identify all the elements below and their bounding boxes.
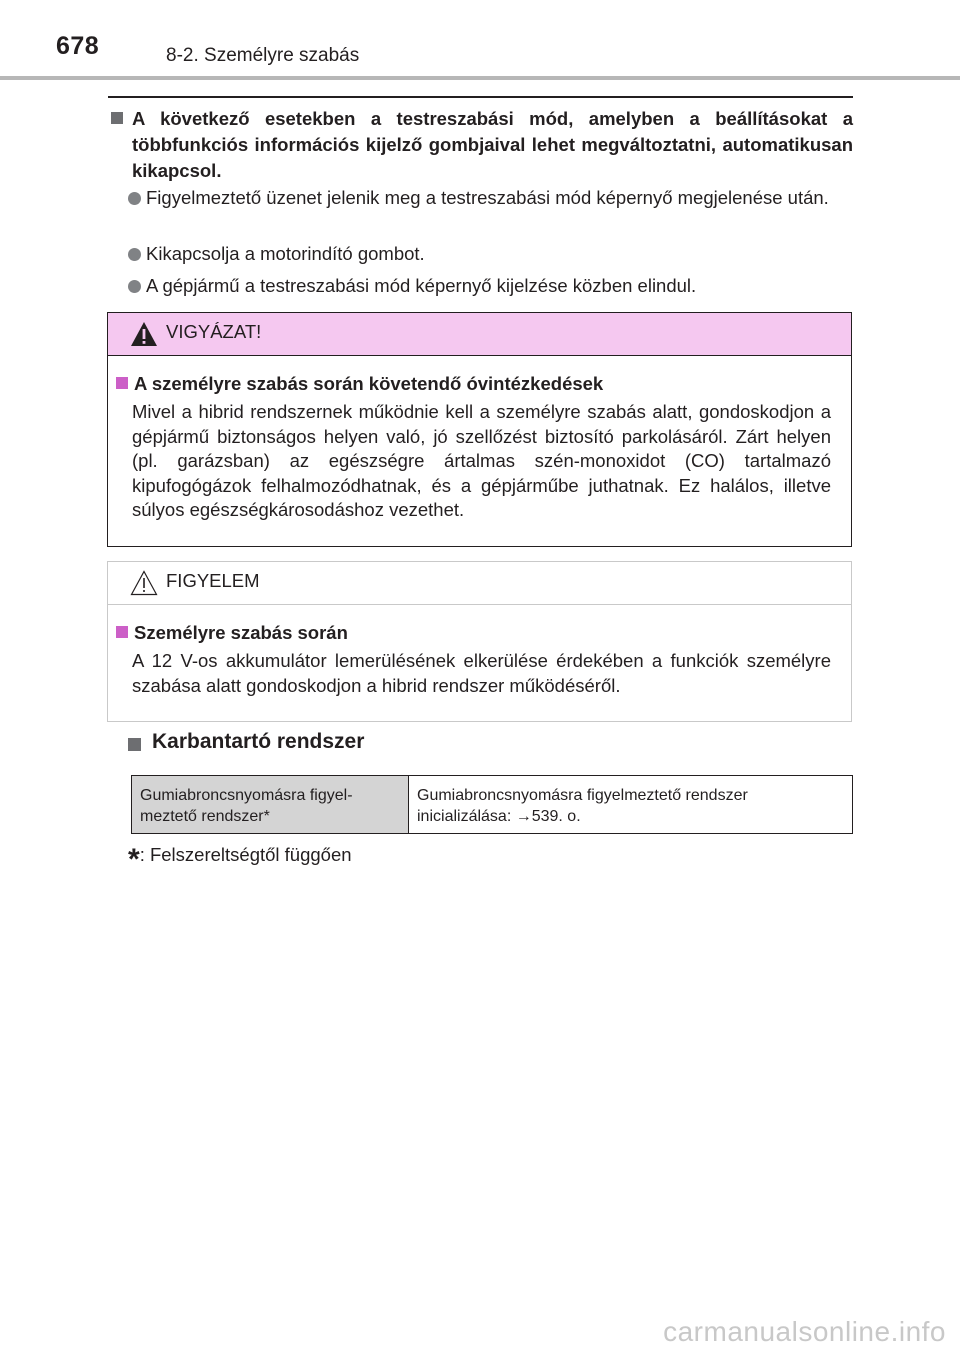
footnote-star: * bbox=[128, 843, 140, 876]
list-item: Kikapcsolja a motorindító gombot. bbox=[128, 241, 853, 267]
circle-bullet-icon bbox=[128, 280, 141, 293]
table-cell-description: Gumiabroncsnyomásra figyelmeztető rendszer inicializálása: →539. o. bbox=[417, 787, 748, 825]
notice-label: FIGYELEM bbox=[166, 570, 260, 591]
header-rule bbox=[0, 76, 960, 80]
notice-text: A 12 V-os akkumulátor lemerülésének elkerülése érdekében a funkciók személyre szabása alatt gondoskodjon a hibrid rendszer működéséről. bbox=[132, 650, 831, 696]
warning-box bbox=[107, 312, 852, 547]
square-bullet-icon bbox=[116, 377, 128, 389]
circle-bullet-icon bbox=[128, 192, 141, 205]
circle-bullet-icon bbox=[128, 248, 141, 261]
square-bullet-icon bbox=[128, 738, 141, 751]
square-bullet-icon bbox=[111, 112, 123, 124]
notice-box bbox=[107, 561, 852, 722]
warning-text: Mivel a hibrid rendszernek működnie kell a személyre szabás alatt, gondoskodjon a gépjármű biztonságos helyen való, jó szellőzést biztosító parkolásáról. Zárt helyen (pl. garázsban) az egészségre ártalmas szén-monoxidot (CO) tartalmazó kipufogógázok felhalmozódhatnak, és a gépjárműbe juthatnak. Ez halálos, illetve súlyos egészségkárosodáshoz vezethet. bbox=[132, 401, 831, 520]
notice-subheading: Személyre szabás során bbox=[134, 622, 348, 643]
warning-triangle-icon bbox=[130, 321, 158, 347]
warning-box-body bbox=[108, 356, 851, 523]
footnote-text: : Felszereltségtől függően bbox=[139, 844, 352, 865]
page-header bbox=[0, 0, 960, 80]
maintenance-heading: Karbantartó rendszer bbox=[128, 730, 364, 754]
notice-box-header bbox=[108, 562, 851, 605]
auto-off-heading: A következő esetekben a testreszabási mód, amelyben a beállításokat a többfunkciós információs kijelző gombjaival lehet megváltoztatni, automatikusan kikapcsol. bbox=[108, 106, 853, 184]
content-divider bbox=[108, 96, 853, 98]
section-title: 8-2. Személyre szabás bbox=[166, 45, 360, 66]
table-cell-feature: Gumiabroncsnyomásra figyel- meztető rendszer* bbox=[132, 776, 409, 833]
page-number: 678 bbox=[56, 32, 100, 60]
watermark: carmanualsonline.info bbox=[663, 1316, 946, 1347]
notice-box-body bbox=[108, 605, 851, 698]
list-item: A gépjármű a testreszabási mód képernyő kijelzése közben elindul. bbox=[128, 273, 853, 299]
warning-subheading: A személyre szabás során követendő óvintézkedések bbox=[134, 373, 604, 394]
warning-label: VIGYÁZAT! bbox=[166, 321, 262, 342]
maintenance-table bbox=[131, 775, 853, 834]
square-bullet-icon bbox=[116, 626, 128, 638]
list-item: Figyelmeztető üzenet jelenik meg a testreszabási mód képernyő megjelenése után. bbox=[128, 185, 853, 211]
warning-box-header bbox=[108, 313, 851, 356]
footnote bbox=[128, 843, 352, 877]
caution-triangle-icon bbox=[130, 570, 158, 596]
